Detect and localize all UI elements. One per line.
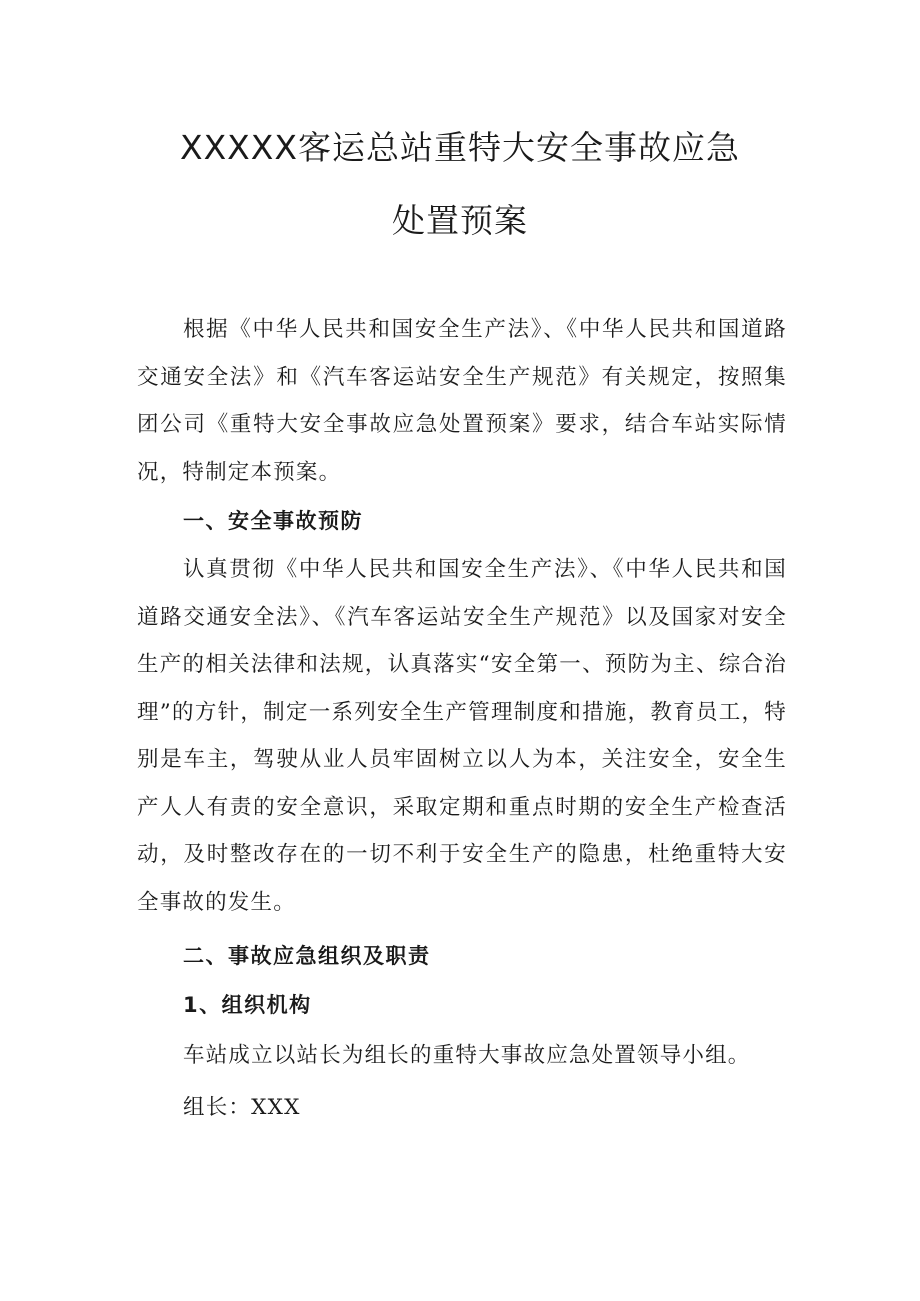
leader-line: 组长：XXX <box>183 1095 301 1120</box>
subsection-1-body: 车站成立以站长为组长的重特大事故应急处置领导小组。 <box>183 1043 751 1068</box>
section-1-body: 认真贯彻《中华人民共和国安全生产法》、《中华人民共和国道路交通安全法》、《汽车客运站安全生产规范》以及国家对安全生产的相关法律和法规，认真落实“安全第一、预防为主、综合治理”的方针，制定一系列安全生产管理制度和措施，教育员工，特别是车主，驾驶从业人员牢固树立以人为本，关注安全，安全生产人人有责的安全意识，采取定期和重点时期的安全生产检查活动，及时整改存在的一切不利于安全生产的隐患，杜绝重特大安全事故的发生。 <box>137 557 787 915</box>
section-1-heading: 一、安全事故预防 <box>183 509 363 533</box>
section-2-heading: 二、事故应急组织及职责 <box>183 944 431 968</box>
document-title-line-2: 处置预案 <box>392 201 528 240</box>
document-title-line-1: XXXXX客运总站重特大安全事故应急 <box>179 128 741 167</box>
subsection-1-heading: 1、组织机构 <box>183 993 312 1017</box>
intro-paragraph: 根据《中华人民共和国安全生产法》、《中华人民共和国道路交通安全法》和《汽车客运站安全生产规范》有关规定，按照集团公司《重特大安全事故应急处置预案》要求，结合车站实际情况，特制定本预案。 <box>137 317 787 485</box>
